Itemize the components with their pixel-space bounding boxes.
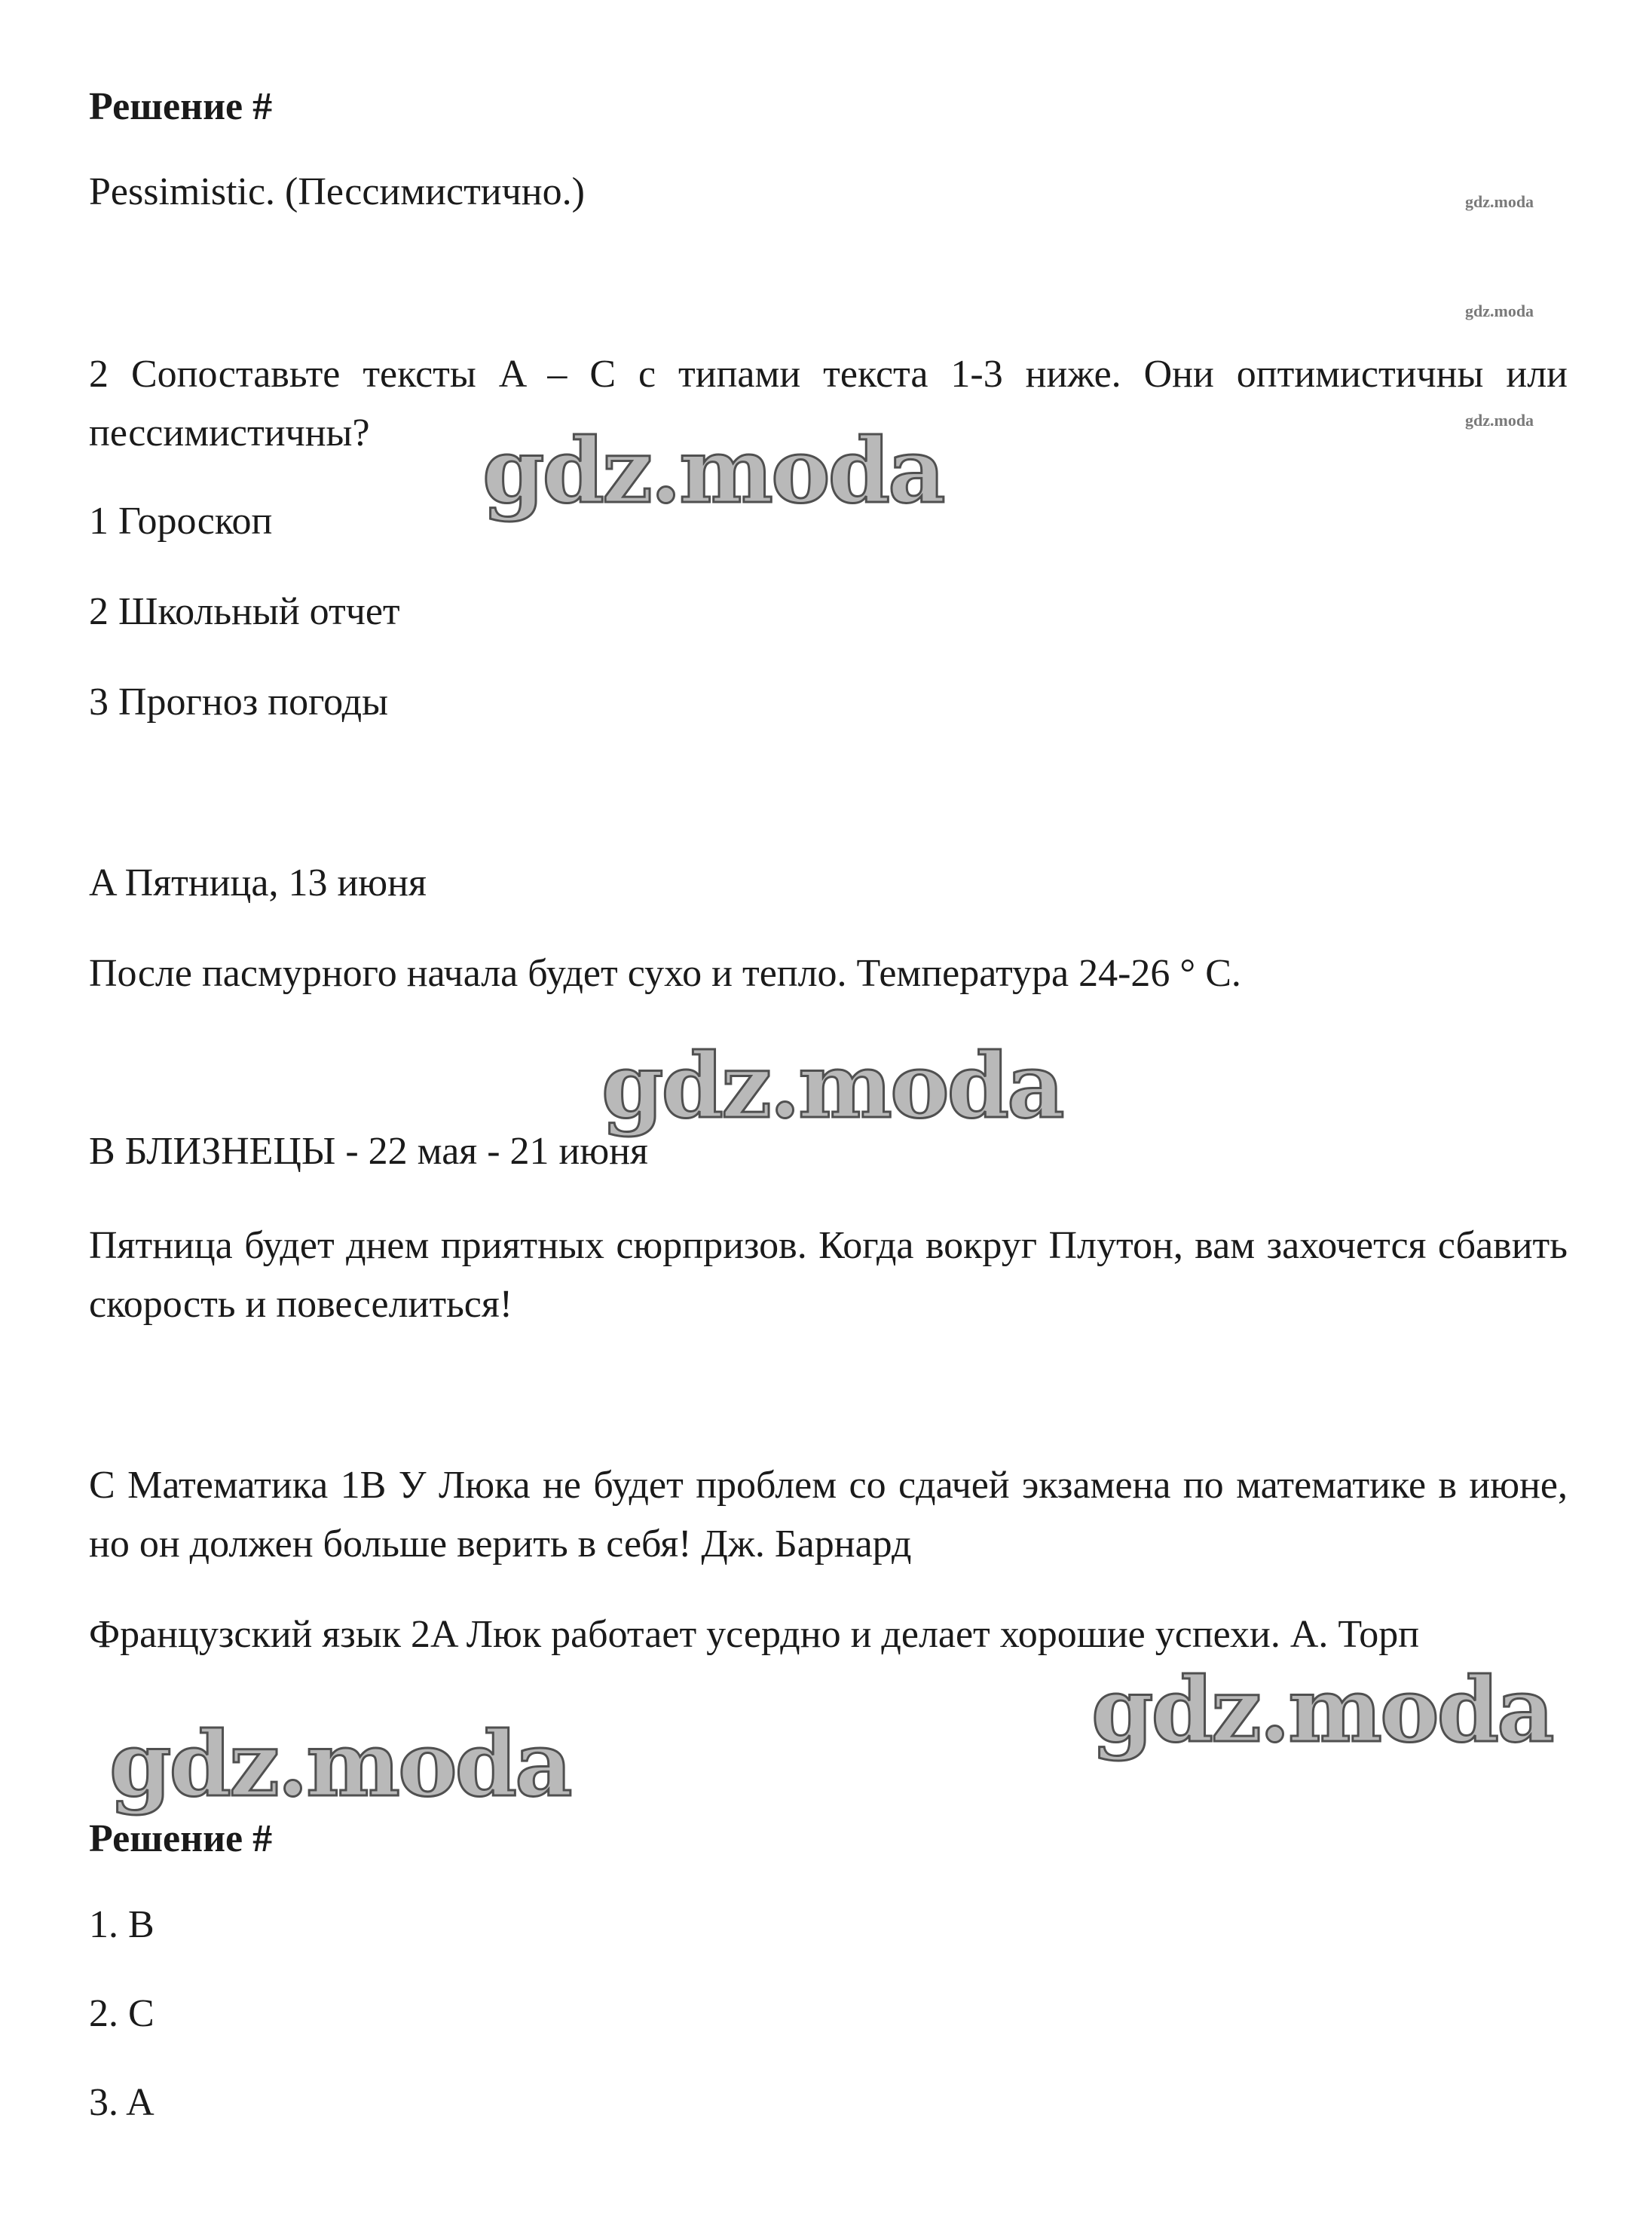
text-type-2: 2 Школьный отчет [89, 590, 400, 633]
task-question: 2 Сопоставьте тексты A – C с типами текста 1-3 ниже. Они оптимистичны или пессимистичны? [89, 353, 1568, 454]
watermark-small-3: gdz.moda [1465, 411, 1534, 430]
solution-answer-item-1: 1. B [89, 1903, 154, 1946]
solution-answer-item-2: 2. C [89, 1992, 154, 2035]
text-type-1: 1 Гороскоп [89, 500, 273, 543]
text-c-para-1: C Математика 1B У Люка не будет проблем со сдачей экзамена по математике в июне, но он должен больше верить в себя! Дж. Барнард [89, 1464, 1568, 1566]
watermark-large-3: gdz.moda [1091, 1657, 1553, 1762]
text-b-title: B БЛИЗНЕЦЫ - 22 мая - 21 июня [89, 1130, 648, 1173]
solution-answer-1: Pessimistic. (Пессимистично.) [89, 170, 585, 213]
text-a-title: A Пятница, 13 июня [89, 862, 427, 904]
text-a-body: После пасмурного начала будет сухо и тепло. Температура 24-26 ° С. [89, 952, 1241, 995]
watermark-small-2: gdz.moda [1465, 301, 1534, 320]
text-type-3: 3 Прогноз погоды [89, 681, 389, 724]
solution-heading-2: Решение # [89, 1817, 273, 1860]
solution-heading-1: Решение # [89, 85, 273, 128]
text-b-body: Пятница будет днем приятных сюрпризов. Когда вокруг Плутон, вам захочется сбавить скорость и повеселиться! [89, 1224, 1568, 1326]
watermark-large-4: gdz.moda [109, 1712, 571, 1816]
solution-answer-item-3: 3. A [89, 2081, 154, 2124]
text-c-para-2: Французский язык 2A Люк работает усердно и делает хорошие успехи. А. Торп [89, 1613, 1420, 1656]
watermark-large-2: gdz.moda [601, 1033, 1063, 1138]
watermark-large-1: gdz.moda [482, 418, 944, 523]
watermark-small-1: gdz.moda [1465, 192, 1534, 211]
